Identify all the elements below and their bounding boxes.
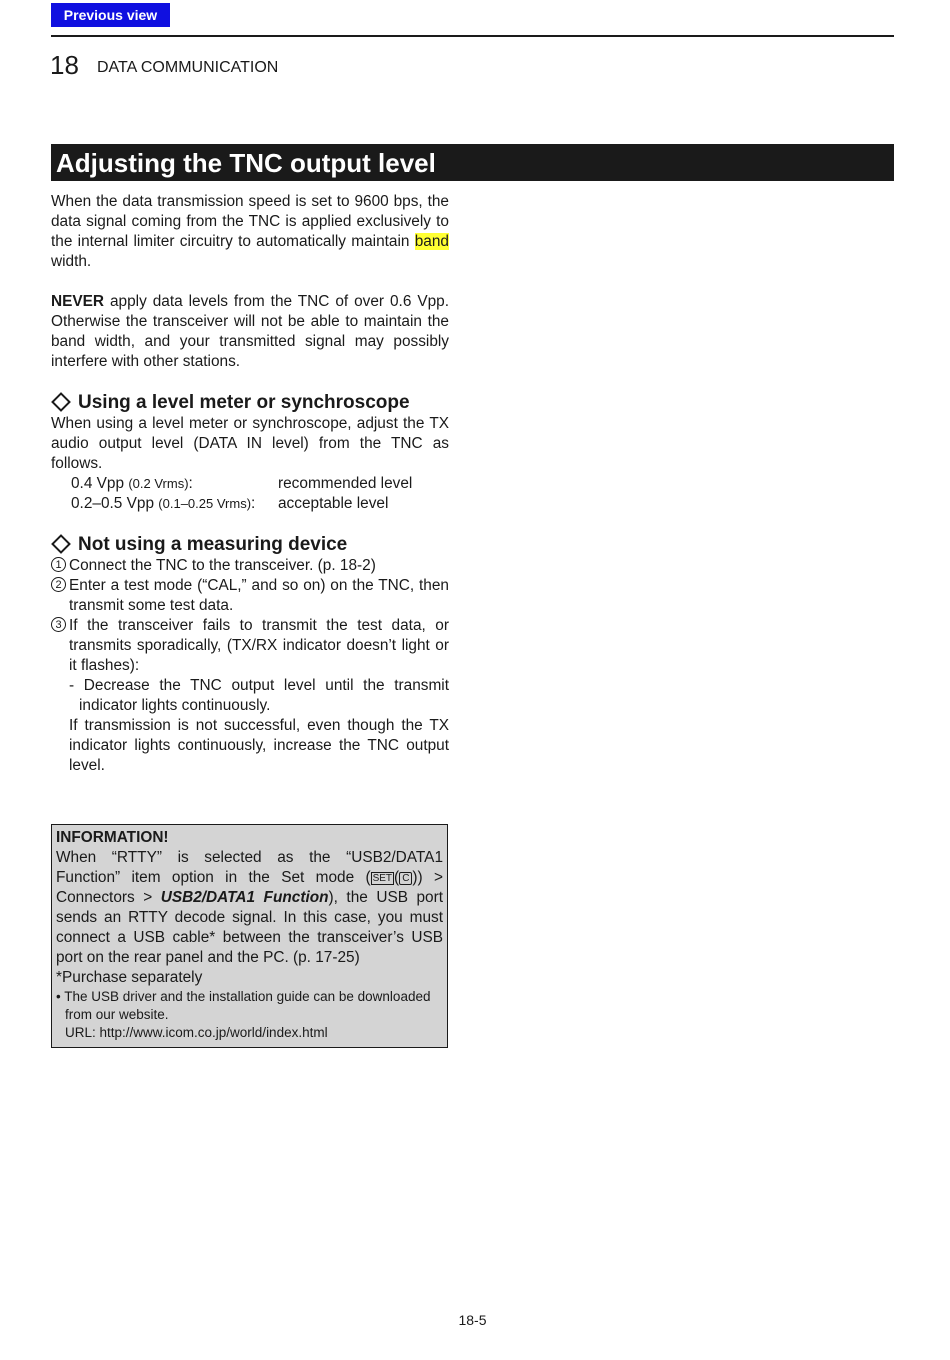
level-value: 0.4 Vpp xyxy=(71,475,125,492)
level-rms: (0.1–0.25 Vrms) xyxy=(158,496,252,511)
step-text: If the transceiver fails to transmit the test data, or transmits sporadically, (TX/RX indicator doesn’t light or it flashes): xyxy=(69,617,449,674)
purchase-note: *Purchase separately xyxy=(56,969,203,986)
info-text-c: ), the USB port sends an RTTY decode signal. In this case, you must connect a USB cable* between the transceiver’s USB port on the rear panel and the PC. (p. 17-25) xyxy=(56,889,444,966)
intro-paragraph xyxy=(51,192,449,272)
page-number: 18-5 xyxy=(458,1312,487,1328)
info-text-a: When “RTTY” is selected as the “USB2/DATA1 Function” item option in the Set mode ( xyxy=(56,849,443,886)
c-key-icon: C xyxy=(399,872,412,885)
diamond-icon xyxy=(51,534,71,554)
driver-note: • The USB driver and the installation guide can be downloaded from our website. xyxy=(56,989,431,1022)
section-title: Adjusting the TNC output level xyxy=(56,148,436,178)
no-device-heading-text: Not using a measuring device xyxy=(78,534,348,555)
info-paren: ( xyxy=(394,869,400,886)
step-item xyxy=(51,616,449,676)
url-text: URL: http://www.icom.co.jp/world/index.html xyxy=(65,1025,328,1040)
sub-bullet: - Decrease the TNC output level until the transmit indicator lights continuously. xyxy=(69,677,449,714)
set-key-icon: SET xyxy=(372,873,393,884)
level-meter-body: When using a level meter or synchroscope, adjust the TX audio output level (DATA IN level) from the TNC as follows. xyxy=(51,415,449,472)
info-text-b: )) > Connectors > xyxy=(56,869,443,906)
level-rms: (0.2 Vrms) xyxy=(128,476,189,491)
intro-text: When the data transmission speed is set to 9600 bps, the data signal coming from the TNC is applied exclusively to the internal limiter circuitry to automatically maintain xyxy=(51,193,449,250)
intro-text-end: width. xyxy=(51,253,92,270)
step-item xyxy=(51,556,449,576)
information-heading: INFORMATION! xyxy=(56,829,169,846)
followup-text: If transmission is not successful, even though the TX indicator lights continuously, increase the TNC output level. xyxy=(69,717,449,774)
step-text: Connect the TNC to the transceiver. (p. 18-2) xyxy=(69,557,376,574)
chapter-number: 18 xyxy=(50,50,79,80)
level-colon: : xyxy=(251,495,256,512)
no-device-heading xyxy=(51,534,449,556)
header-rule xyxy=(51,35,894,37)
level-meter-heading-text: Using a level meter or synchroscope xyxy=(78,392,410,413)
chapter-title: DATA COMMUNICATION xyxy=(97,59,279,76)
step-number: 2 xyxy=(51,577,66,592)
step-number: 3 xyxy=(51,617,66,632)
never-label: NEVER xyxy=(51,293,105,310)
step-number: 1 xyxy=(51,557,66,572)
step-item xyxy=(51,576,449,616)
level-desc: recommended level xyxy=(278,475,413,492)
level-meter-heading xyxy=(51,392,449,414)
highlighted-word: band xyxy=(414,233,449,250)
information-text xyxy=(56,848,443,968)
previous-view-button[interactable]: Previous view xyxy=(51,3,170,27)
level-row xyxy=(71,494,255,514)
step-text: Enter a test mode (“CAL,” and so on) on the TNC, then transmit some test data. xyxy=(69,577,449,614)
level-row xyxy=(71,474,193,494)
level-desc: acceptable level xyxy=(278,495,389,512)
warning-paragraph xyxy=(51,292,449,372)
diamond-icon xyxy=(51,392,71,412)
level-value: 0.2–0.5 Vpp xyxy=(71,495,155,512)
level-colon: : xyxy=(188,475,193,492)
info-menu-path: USB2/DATA1 Function xyxy=(160,889,329,906)
warning-text: apply data levels from the TNC of over 0.6 Vpp. Otherwise the transceiver will not be able to maintain the band width, and your transmitted signal may possibly interfere with other stations. xyxy=(51,293,449,370)
